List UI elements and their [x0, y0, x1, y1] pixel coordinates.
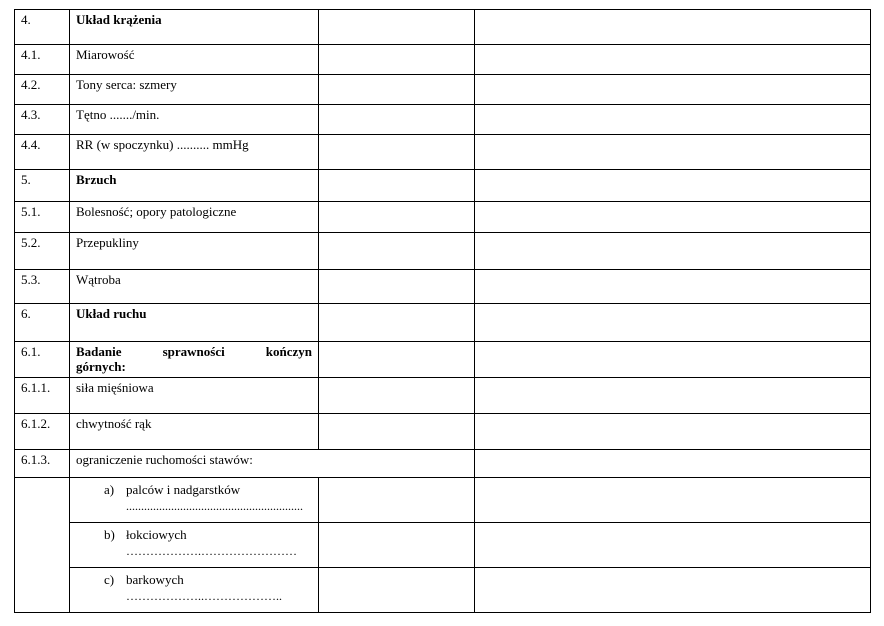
entry-cell[interactable] [319, 10, 475, 45]
row-label: Miarowość [70, 45, 319, 75]
entry-cell[interactable] [319, 378, 475, 414]
table-row [15, 342, 871, 378]
table-row [15, 450, 871, 478]
entry-cell[interactable] [319, 523, 475, 568]
row-number: 6.1. [15, 342, 70, 378]
row-label [70, 342, 319, 378]
sub-item-cell [70, 568, 319, 613]
entry-cell[interactable] [319, 105, 475, 135]
row-label: siła mięśniowa [70, 378, 319, 414]
table-row [15, 75, 871, 105]
row-number: 6.1.1. [15, 378, 70, 414]
entry-cell[interactable] [475, 378, 871, 414]
table-row [15, 135, 871, 170]
entry-cell[interactable] [319, 170, 475, 202]
entry-cell[interactable] [475, 270, 871, 304]
entry-cell[interactable] [475, 170, 871, 202]
row-number: 6.1.2. [15, 414, 70, 450]
table-row [15, 304, 871, 342]
row-number: 4.2. [15, 75, 70, 105]
row-label: Przepukliny [70, 233, 319, 270]
row-number: 5.2. [15, 233, 70, 270]
row-label: Wątroba [70, 270, 319, 304]
entry-cell[interactable] [319, 45, 475, 75]
row-label: RR (w spoczynku) .......... mmHg [70, 135, 319, 170]
table-row [15, 414, 871, 450]
entry-cell[interactable] [475, 342, 871, 378]
dotted-fill-line: ………………..……………….. [126, 589, 282, 603]
row-number: 6. [15, 304, 70, 342]
row-label: Tony serca: szmery [70, 75, 319, 105]
entry-cell[interactable] [475, 568, 871, 613]
entry-cell[interactable] [475, 10, 871, 45]
row-label: Brzuch [70, 170, 319, 202]
sub-item-letter: a) [104, 482, 115, 497]
table-row [15, 523, 871, 568]
row-number: 4. [15, 10, 70, 45]
row-number: 5.3. [15, 270, 70, 304]
table-row [15, 202, 871, 233]
row-number: 6.1.3. [15, 450, 70, 478]
sub-item-a [76, 480, 312, 514]
entry-cell[interactable] [319, 202, 475, 233]
entry-cell[interactable] [475, 233, 871, 270]
entry-cell[interactable] [319, 414, 475, 450]
row-label: ograniczenie ruchomości stawów: [70, 450, 475, 478]
entry-cell[interactable] [475, 414, 871, 450]
table-row [15, 478, 871, 523]
row-label: chwytność rąk [70, 414, 319, 450]
table-row [15, 378, 871, 414]
row-number: 4.1. [15, 45, 70, 75]
entry-cell[interactable] [475, 202, 871, 233]
sub-item-label: barkowych [126, 572, 184, 587]
sub-item-c [76, 570, 312, 604]
table-row [15, 233, 871, 270]
sub-item-cell [70, 478, 319, 523]
dotted-fill-line: ........................................................... [126, 499, 303, 513]
entry-cell[interactable] [319, 135, 475, 170]
table-row [15, 10, 871, 45]
sub-item-cell [70, 523, 319, 568]
dotted-fill-line: ……………….…………………… [126, 544, 297, 558]
entry-cell[interactable] [475, 105, 871, 135]
row-label-line2: górnych: [76, 359, 126, 374]
examination-form-table [14, 9, 871, 613]
label-word: Badanie [76, 344, 122, 359]
row-number: 5.1. [15, 202, 70, 233]
entry-cell[interactable] [475, 45, 871, 75]
row-label-line1 [76, 344, 312, 359]
entry-cell[interactable] [319, 304, 475, 342]
entry-cell[interactable] [319, 75, 475, 105]
table-row [15, 270, 871, 304]
row-label: Układ ruchu [70, 304, 319, 342]
table-row [15, 568, 871, 613]
sub-item-label: łokciowych [126, 527, 187, 542]
sub-item-letter: c) [104, 572, 115, 587]
entry-cell[interactable] [319, 342, 475, 378]
sub-item-label: palców i nadgarstków [126, 482, 241, 497]
row-label: Układ krążenia [70, 10, 319, 45]
row-label: Bolesność; opory patologiczne [70, 202, 319, 233]
entry-cell[interactable] [319, 233, 475, 270]
label-word: kończyn [265, 344, 312, 359]
sub-item-letter: b) [104, 527, 115, 542]
row-label: Tętno ......./min. [70, 105, 319, 135]
row-number: 5. [15, 170, 70, 202]
entry-cell[interactable] [475, 75, 871, 105]
row-number-empty [15, 478, 70, 613]
entry-cell[interactable] [319, 568, 475, 613]
entry-cell[interactable] [475, 135, 871, 170]
entry-cell[interactable] [475, 450, 871, 478]
label-word: sprawności [162, 344, 225, 359]
entry-cell[interactable] [319, 270, 475, 304]
entry-cell[interactable] [475, 304, 871, 342]
row-number: 4.4. [15, 135, 70, 170]
sub-item-b [76, 525, 312, 559]
entry-cell[interactable] [319, 478, 475, 523]
entry-cell[interactable] [475, 523, 871, 568]
table-row [15, 45, 871, 75]
row-number: 4.3. [15, 105, 70, 135]
table-row [15, 105, 871, 135]
entry-cell[interactable] [475, 478, 871, 523]
table-row [15, 170, 871, 202]
